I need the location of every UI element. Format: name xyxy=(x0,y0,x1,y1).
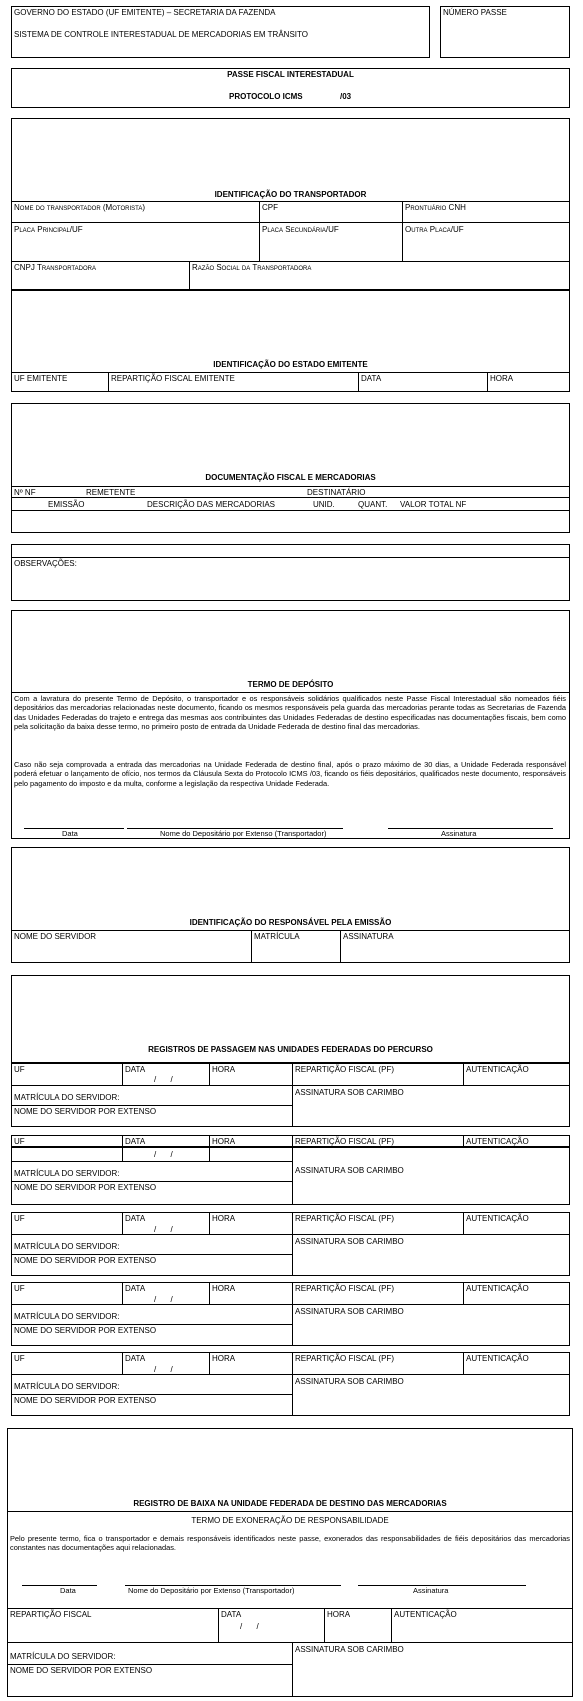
registro-1-autenticacao[interactable]: AUTENTICAÇÃO xyxy=(466,1065,529,1074)
baixa-hora-field[interactable]: HORA xyxy=(327,1610,351,1619)
termo-deposito-paragraph-1: Com a lavratura do presente Termo de Depósito, o transportador e os responsáveis solidários qualificados neste Passe Fiscal Interestadual são nomeados fiéis depositários das mercadorias relacionadas neste documento, ficando os mesmos responsáveis pela guarda das mercadorias perante todas as Secretarias de Fazenda das Unidades Federadas do trajeto e entrega das mesmas aos contribuintes das Unidades Federadas de destino especificadas nas documentações fiscais, bem como pela solicitação da baixa desse termo, no primeiro posto de entrada da Unidade Federada de destino final das mercadorias. xyxy=(14,694,566,731)
destinatario-field[interactable]: DESTINATÁRIO xyxy=(307,488,366,497)
registro-3-nome-servidor[interactable]: NOME DO SERVIDOR POR EXTENSO xyxy=(14,1256,157,1265)
baixa-nome-servidor-field[interactable]: NOME DO SERVIDOR POR EXTENSO xyxy=(10,1666,153,1675)
transportador-heading: IDENTIFICAÇÃO DO TRANSPORTADOR xyxy=(214,190,367,199)
registro-1-reparticao[interactable]: REPARTIÇÃO FISCAL (PF) xyxy=(295,1065,394,1074)
registro-5-hora[interactable]: HORA xyxy=(212,1354,236,1363)
registro-5-matricula[interactable]: MATRÍCULA DO SERVIDOR: xyxy=(14,1382,120,1391)
registro-1-matricula[interactable]: MATRÍCULA DO SERVIDOR: xyxy=(14,1093,120,1102)
baixa-paragraph: Pelo presente termo, fica o transportador e demais responsáveis identificados neste passe, exonerados das responsabilidades de fiéis depositários das mercadorias constantes nas documentações aqui relacionadas. xyxy=(10,1534,570,1553)
numero-passe-label: NÚMERO PASSE xyxy=(443,8,507,17)
motorista-name-field[interactable]: Nome do transportador (Motorista) xyxy=(14,203,146,212)
document-title: PASSE FISCAL INTERESTADUAL xyxy=(227,70,354,79)
nf-number-field[interactable]: Nº NF xyxy=(14,488,36,497)
baixa-autenticacao-field[interactable]: AUTENTICAÇÃO xyxy=(394,1610,457,1619)
registro-5-autenticacao[interactable]: AUTENTICAÇÃO xyxy=(466,1354,529,1363)
baixa-matricula-field[interactable]: MATRÍCULA DO SERVIDOR: xyxy=(10,1652,116,1661)
descricao-field[interactable]: DESCRIÇÃO DAS MERCADORIAS xyxy=(147,500,276,509)
valor-total-field[interactable]: VALOR TOTAL NF xyxy=(400,500,467,509)
registro-2-assinatura-carimbo[interactable]: ASSINATURA SOB CARIMBO xyxy=(295,1166,404,1175)
emissao-field[interactable]: EMISSÃO xyxy=(48,500,85,509)
placa-secundaria-field[interactable]: Placa Secundária/UF xyxy=(262,225,339,234)
registro-2-reparticao[interactable]: REPARTIÇÃO FISCAL (PF) xyxy=(295,1137,394,1146)
registro-1-assinatura-carimbo[interactable]: ASSINATURA SOB CARIMBO xyxy=(295,1088,404,1097)
razao-social-field[interactable]: Razão Social da Transportadora xyxy=(192,263,312,272)
registro-4-date-slashes: / / xyxy=(154,1295,173,1304)
reparticao-emitente-field[interactable]: REPARTIÇÃO FISCAL EMITENTE xyxy=(111,374,235,383)
cpf-field[interactable]: CPF xyxy=(262,203,278,212)
registro-5-date-slashes: / / xyxy=(154,1365,173,1374)
registro-2-nome-servidor[interactable]: NOME DO SERVIDOR POR EXTENSO xyxy=(14,1183,157,1192)
protocolo-suffix: /03 xyxy=(340,92,352,101)
hora-emitente-field[interactable]: HORA xyxy=(490,374,514,383)
placa-principal-field[interactable]: Placa Principal/UF xyxy=(14,225,83,234)
registro-4-matricula[interactable]: MATRÍCULA DO SERVIDOR: xyxy=(14,1312,120,1321)
registro-4-uf[interactable]: UF xyxy=(14,1284,25,1293)
header-government-line: GOVERNO DO ESTADO (UF EMITENTE) – SECRETARIA DA FAZENDA xyxy=(14,8,276,17)
registro-1-date-slashes: / / xyxy=(154,1075,173,1084)
quant-field[interactable]: QUANT. xyxy=(358,500,388,509)
data-emitente-field[interactable]: DATA xyxy=(361,374,382,383)
baixa-assinatura-carimbo-field[interactable]: ASSINATURA SOB CARIMBO xyxy=(295,1645,404,1654)
termo-deposito-paragraph-2: Caso não seja comprovada a entrada das mercadorias na Unidade Federada de destino final, após o prazo máximo de 30 dias, a Unidade Federada responsável poderá efetuar o lançamento de ofício, nos termos da Cláusula Sexta do Protocolo ICMS /03, ficando os fiéis depositários, qualificados neste documento, responsáveis pelo pagamento do imposto e da multa, conforme a legislação da respectiva Unidade Federada. xyxy=(14,760,566,788)
registro-5-nome-servidor[interactable]: NOME DO SERVIDOR POR EXTENSO xyxy=(14,1396,157,1405)
documentacao-heading: DOCUMENTAÇÃO FISCAL E MERCADORIAS xyxy=(205,473,376,482)
assinatura-field[interactable]: ASSINATURA xyxy=(343,932,394,941)
registro-2-uf[interactable]: UF xyxy=(14,1137,25,1146)
observacoes-field[interactable]: OBSERVAÇÕES: xyxy=(14,559,77,568)
prontuario-cnh-field[interactable]: Prontuário CNH xyxy=(405,203,466,212)
registro-4-assinatura-carimbo[interactable]: ASSINATURA SOB CARIMBO xyxy=(295,1307,404,1316)
registro-3-date-slashes: / / xyxy=(154,1225,173,1234)
registro-5-data[interactable]: DATA xyxy=(125,1354,146,1363)
matricula-field[interactable]: MATRÍCULA xyxy=(254,932,300,941)
registro-4-nome-servidor[interactable]: NOME DO SERVIDOR POR EXTENSO xyxy=(14,1326,157,1335)
responsavel-heading: IDENTIFICAÇÃO DO RESPONSÁVEL PELA EMISSÃO xyxy=(189,918,392,927)
baixa-reparticao-field[interactable]: REPARTIÇÃO FISCAL xyxy=(10,1610,92,1619)
registro-1-data[interactable]: DATA xyxy=(125,1065,146,1074)
registro-4-hora[interactable]: HORA xyxy=(212,1284,236,1293)
registro-5-assinatura-carimbo[interactable]: ASSINATURA SOB CARIMBO xyxy=(295,1377,404,1386)
remetente-field[interactable]: REMETENTE xyxy=(86,488,136,497)
baixa-subheading: TERMO DE EXONERAÇÃO DE RESPONSABILIDADE xyxy=(191,1516,389,1525)
cnpj-field[interactable]: CNPJ Transportadora xyxy=(14,263,96,272)
registro-3-autenticacao[interactable]: AUTENTICAÇÃO xyxy=(466,1214,529,1223)
deposito-nome-label: Nome do Depositário por Extenso (Transportador) xyxy=(160,829,327,838)
registro-3-data[interactable]: DATA xyxy=(125,1214,146,1223)
deposito-data-label: Data xyxy=(62,829,78,838)
header-system-line: SISTEMA DE CONTROLE INTERESTADUAL DE MERCADORIAS EM TRÂNSITO xyxy=(14,30,308,39)
baixa-heading: REGISTRO DE BAIXA NA UNIDADE FEDERADA DE DESTINO DAS MERCADORIAS xyxy=(133,1499,447,1508)
termo-deposito-heading: TERMO DE DEPÓSITO xyxy=(247,680,334,689)
nome-servidor-field[interactable]: NOME DO SERVIDOR xyxy=(14,932,97,941)
registro-3-hora[interactable]: HORA xyxy=(212,1214,236,1223)
unid-field[interactable]: UNID. xyxy=(313,500,335,509)
documentacao-section xyxy=(11,403,570,533)
registro-5-uf[interactable]: UF xyxy=(14,1354,25,1363)
registros-heading: REGISTROS DE PASSAGEM NAS UNIDADES FEDERADAS DO PERCURSO xyxy=(148,1045,433,1054)
estado-emitente-heading: IDENTIFICAÇÃO DO ESTADO EMITENTE xyxy=(213,360,368,369)
registro-2-hora[interactable]: HORA xyxy=(212,1137,236,1146)
registro-1-hora[interactable]: HORA xyxy=(212,1065,236,1074)
registro-2-autenticacao[interactable]: AUTENTICAÇÃO xyxy=(466,1137,529,1146)
registro-4-autenticacao[interactable]: AUTENTICAÇÃO xyxy=(466,1284,529,1293)
registro-3-reparticao[interactable]: REPARTIÇÃO FISCAL (PF) xyxy=(295,1214,394,1223)
baixa-data-field[interactable]: DATA xyxy=(221,1610,242,1619)
uf-emitente-field[interactable]: UF EMITENTE xyxy=(14,374,68,383)
observacoes-box xyxy=(11,544,570,601)
registro-3-uf[interactable]: UF xyxy=(14,1214,25,1223)
registro-2-matricula[interactable]: MATRÍCULA DO SERVIDOR: xyxy=(14,1169,120,1178)
protocolo-label: PROTOCOLO ICMS xyxy=(229,92,303,101)
deposito-assinatura-label: Assinatura xyxy=(441,829,477,838)
baixa-date-slashes: / / xyxy=(240,1622,259,1631)
registro-4-reparticao[interactable]: REPARTIÇÃO FISCAL (PF) xyxy=(295,1284,394,1293)
registro-1-uf[interactable]: UF xyxy=(14,1065,25,1074)
registro-1-nome-servidor[interactable]: NOME DO SERVIDOR POR EXTENSO xyxy=(14,1107,157,1116)
responsavel-section xyxy=(11,847,570,963)
baixa-nome-label: Nome do Depositário por Extenso (Transportador) xyxy=(128,1586,295,1595)
registro-3-matricula[interactable]: MATRÍCULA DO SERVIDOR: xyxy=(14,1242,120,1251)
registro-3-assinatura-carimbo[interactable]: ASSINATURA SOB CARIMBO xyxy=(295,1237,404,1246)
registro-2-data[interactable]: DATA xyxy=(125,1137,146,1146)
baixa-data-label: Data xyxy=(60,1586,76,1595)
outra-placa-field[interactable]: Outra Placa/UF xyxy=(405,225,464,234)
registro-2-date-slashes: / / xyxy=(154,1150,173,1159)
baixa-assinatura-label: Assinatura xyxy=(413,1586,449,1595)
registro-4-data[interactable]: DATA xyxy=(125,1284,146,1293)
registro-5-reparticao[interactable]: REPARTIÇÃO FISCAL (PF) xyxy=(295,1354,394,1363)
